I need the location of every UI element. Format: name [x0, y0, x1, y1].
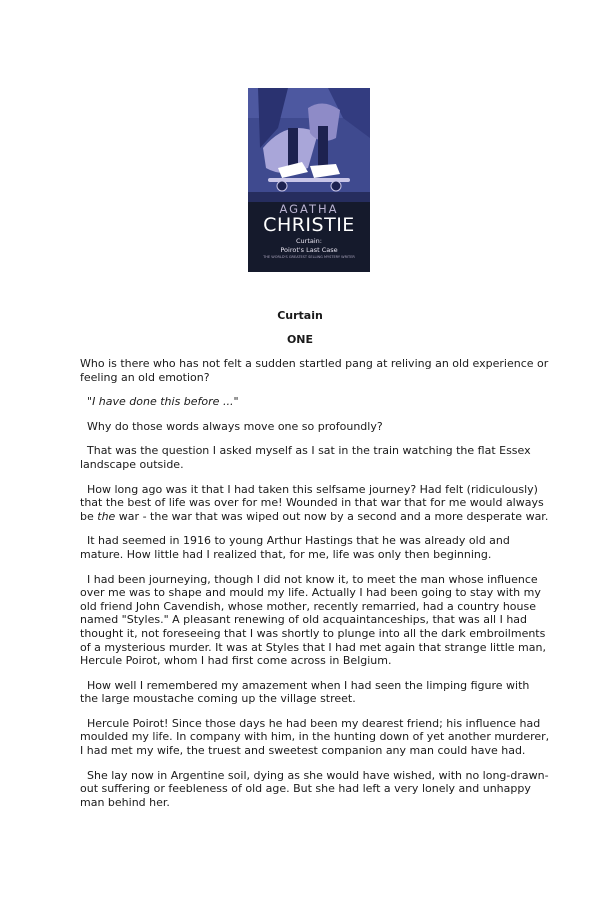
paragraph-text: " [87, 395, 93, 409]
paragraph-text: Hercule Poirot! Since those days he had been my dearest friend; his influence had moulded my life. In company with him, in the hunting down of yet another murderer, I had met my wife, the truest and sweetest companion any man could have had. [80, 716, 550, 758]
paragraph [80, 420, 550, 434]
cover-author-first-name: AGATHA [279, 202, 339, 216]
paragraph [80, 483, 550, 524]
paragraph [80, 717, 550, 758]
paragraph [80, 534, 550, 561]
paragraph [80, 573, 550, 668]
book-cover-image [248, 88, 370, 272]
italic-text: I have done this before ... [92, 395, 234, 409]
paragraph-text: Who is there who has not felt a sudden startled pang at reliving an old experience or feeling an old emotion? [80, 357, 549, 384]
cover-tagline: THE WORLD'S GREATEST SELLING MYSTERY WRITER [263, 255, 355, 259]
paragraph-text: How well I remembered my amazement when I had seen the limping figure with the large moustache coming up the village street. [80, 678, 530, 706]
paragraph-text: war - the war that was wiped out now by a second and a more desperate war. [115, 509, 549, 523]
paragraph [80, 444, 550, 471]
paragraph [80, 357, 550, 384]
cover-author-last-name: CHRISTIE [263, 214, 355, 236]
document-body [80, 357, 550, 820]
paragraph [80, 769, 550, 810]
paragraph-text: Why do those words always move one so profoundly? [87, 419, 383, 433]
paragraph-text: " [233, 395, 239, 409]
cover-text-block [248, 202, 370, 272]
chapter-heading: ONE [286, 333, 314, 346]
paragraph-text: She lay now in Argentine soil, dying as she would have wished, with no long-drawn-out suffering or feebleness of old age. But she had left a very lonely and unhappy man behind her. [80, 768, 549, 809]
paragraph-text: It had seemed in 1916 to young Arthur Hastings that he was already old and mature. How little had I realized that, for me, life was only then beginning. [80, 534, 510, 561]
cover-title-line-2: Poirot's Last Case [280, 246, 338, 254]
paragraph [80, 395, 550, 409]
paragraph-text: How long ago was it that I had taken this selfsame journey? Had felt (ridiculously) that the best of life was over for me! Wounded in that war that for me would always be [80, 482, 544, 523]
cover-title-line-1: Curtain: [296, 237, 322, 245]
paragraph-text: That was the question I asked myself as I sat in the train watching the flat Essex landscape outside. [80, 444, 531, 471]
document-title: Curtain [277, 309, 323, 322]
paragraph-text: I had been journeying, though I did not know it, to meet the man whose influence over me was to shape and mould my life. Actually I had been going to stay with my old friend John Cavendish, whose mother, recently remarried, had a country house named "Styles." A pleasant renewing of old acquaintanceships, that was all I had thought it, not foreseeing that I was shortly to plunge into all the dark embroilments of a mysterious murder. It was at Styles that I had met again that strange little man, Hercule Poirot, whom I had first come across in Belgium. [80, 572, 546, 668]
paragraph [80, 679, 550, 706]
italic-text: the [97, 509, 116, 523]
